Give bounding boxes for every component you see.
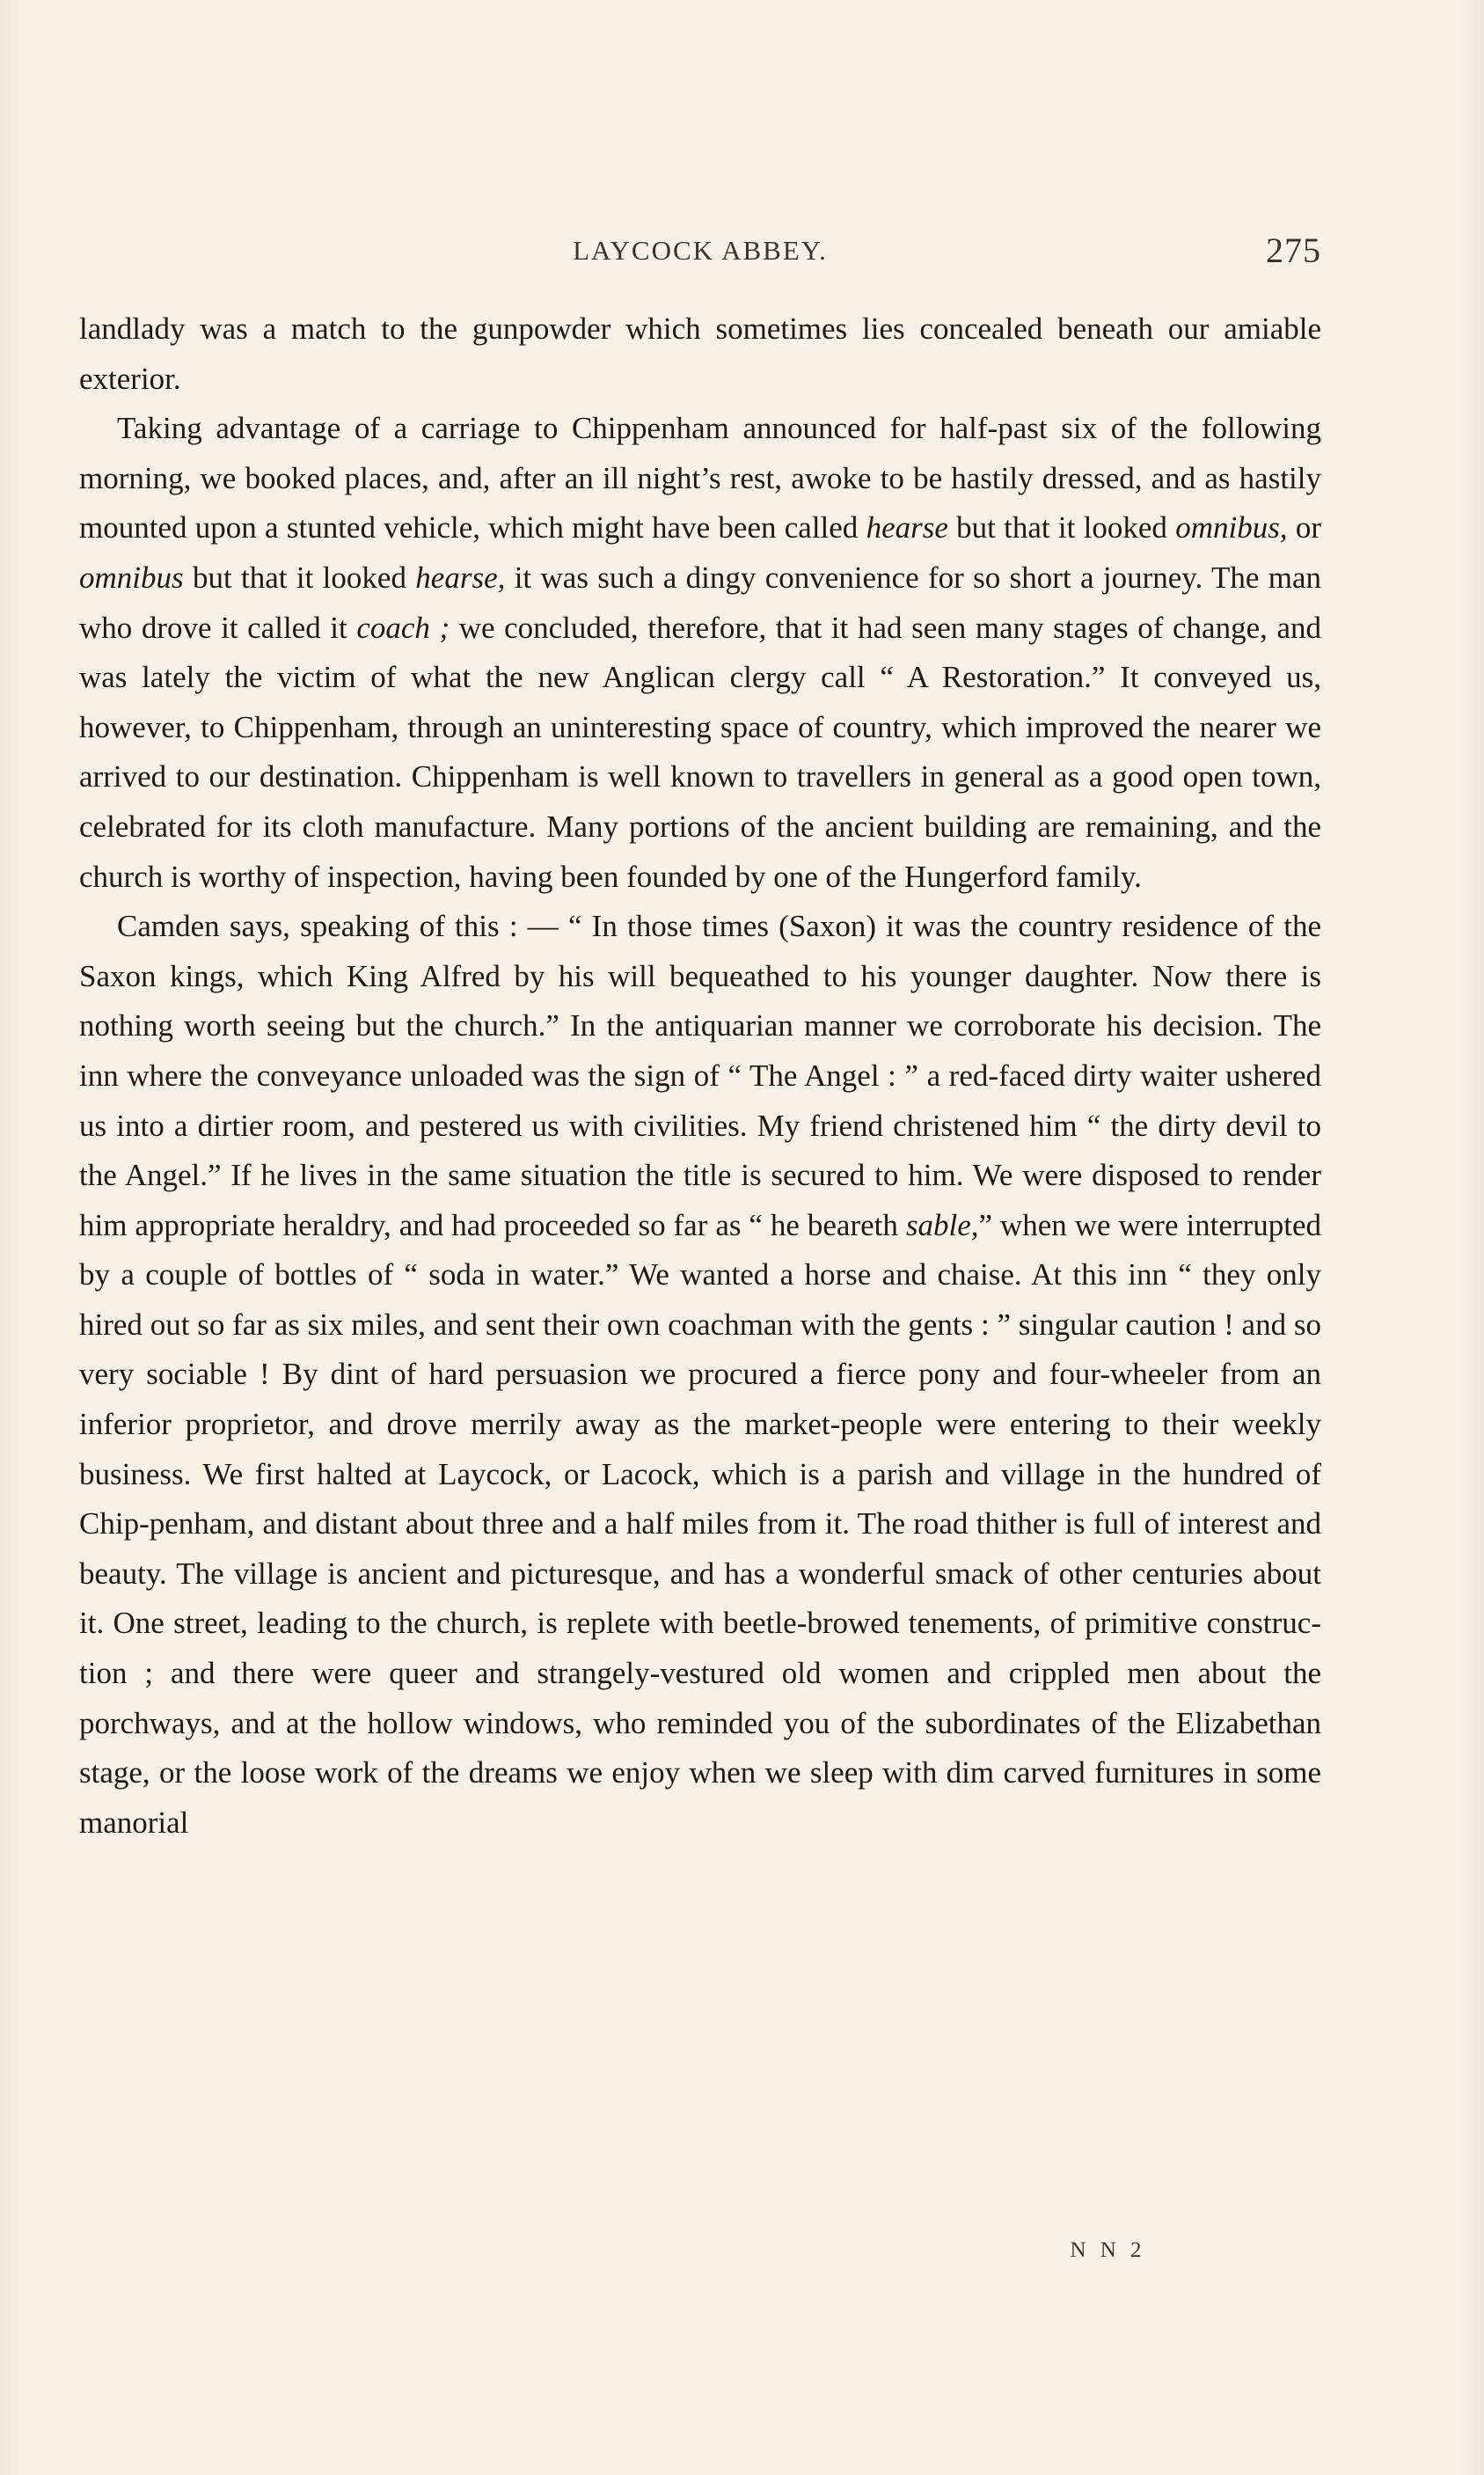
body-text xyxy=(79,304,1321,1848)
paragraph-carriage-journey xyxy=(79,404,1321,902)
paragraph-text: landlady was a match to the gunpowder which sometimes lies concealed beneath our amiable exterior. xyxy=(79,311,1321,396)
italic-term-sable: sable, xyxy=(905,1207,979,1242)
paragraph-text: Taking advantage of a carriage to Chippenham announced for half-past six of the following morning, we booked places, and, after an ill night’s rest, awoke to be hastily dressed, and as hastily mounted upon a stunted vehicle, which might have been called xyxy=(79,411,1321,546)
running-head: LAYCOCK ABBEY. xyxy=(573,235,828,266)
paragraph-text: ” when we were interrupted by a couple of bottles of “ soda in water.” We wanted a horse and chaise. At this inn “ they only hired out so far as six miles, and sent their own coachman with the gents : ” singular caution ! and so very sociable ! By dint of hard persuasion we procured a fierce pony and four-wheeler from an inferior proprietor, and drove merrily away as the market-people were entering to their weekly business. We first halted at Laycock, or Lacock, which is a parish and village in the hundred of Chip-penham, and distant about three and a half miles from it. The road thither is full of interest and beauty. The village is ancient and picturesque, and has a wonderful smack of other centuries about it. One street, leading to the church, is replete with beetle-browed tenements, of primitive construc-tion ; and there were queer and strangely-vestured old women and crippled men about the porchways, and at the hollow windows, who reminded you of the subordinates of the Elizabethan stage, or the loose work of the dreams we enjoy when we sleep with dim carved furnitures in some manorial xyxy=(79,1207,1321,1840)
paragraph-camden-and-laycock xyxy=(79,902,1321,1848)
paragraph-text: it was such a dingy convenience for so short a journey. The man who drove it called it xyxy=(79,560,1321,645)
page-gutter-shadow xyxy=(0,0,21,2475)
paragraph-text: but that it looked xyxy=(947,510,1176,546)
signature-mark: N N 2 xyxy=(1070,2238,1146,2262)
paragraph-text: or xyxy=(1287,510,1321,546)
page-number: 275 xyxy=(1266,231,1321,270)
italic-term-hearse-repeat: hearse, xyxy=(415,560,506,595)
paragraph-text: we concluded, therefore, that it had seen many stages of change, and was lately the victim of what the new Anglican clergy call “ A Restoration.” It conveyed us, however, to Chippenham, through an uninteresting space of country, which improved the nearer we arrived to our destination. Chippenham is well known to travellers in general as a good open town, celebrated for its cloth manufacture. Many portions of the ancient building are remaining, and the church is worthy of inspection, having been founded by one of the Hungerford family. xyxy=(79,610,1321,894)
page-header xyxy=(79,224,1321,281)
italic-term-coach: coach ; xyxy=(356,610,450,645)
italic-term-omnibus: omnibus, xyxy=(1175,510,1288,546)
paragraph-text: but that it looked xyxy=(183,560,416,595)
page-edge-shadow xyxy=(1459,0,1484,2475)
italic-term-omnibus-repeat: omnibus xyxy=(79,560,184,595)
paragraph-continuation xyxy=(79,304,1321,404)
paragraph-text: Camden says, speaking of this : — “ In those times (Saxon) it was the country residence of the Saxon kings, which King Alfred by his will bequeathed to his younger daughter. Now there is nothing worth seeing but the church.” In the antiquarian manner we corroborate his decision. The inn where the conveyance unloaded was the sign of “ The Angel : ” a red-faced dirty waiter ushered us into a dirtier room, and pestered us with civilities. My friend christened him “ the dirty devil to the Angel.” If he lives in the same situation the title is secured to him. We were disposed to render him appropriate heraldry, and had proceeded so far as “ he beareth xyxy=(79,909,1321,1242)
italic-term-hearse: hearse xyxy=(866,510,948,546)
